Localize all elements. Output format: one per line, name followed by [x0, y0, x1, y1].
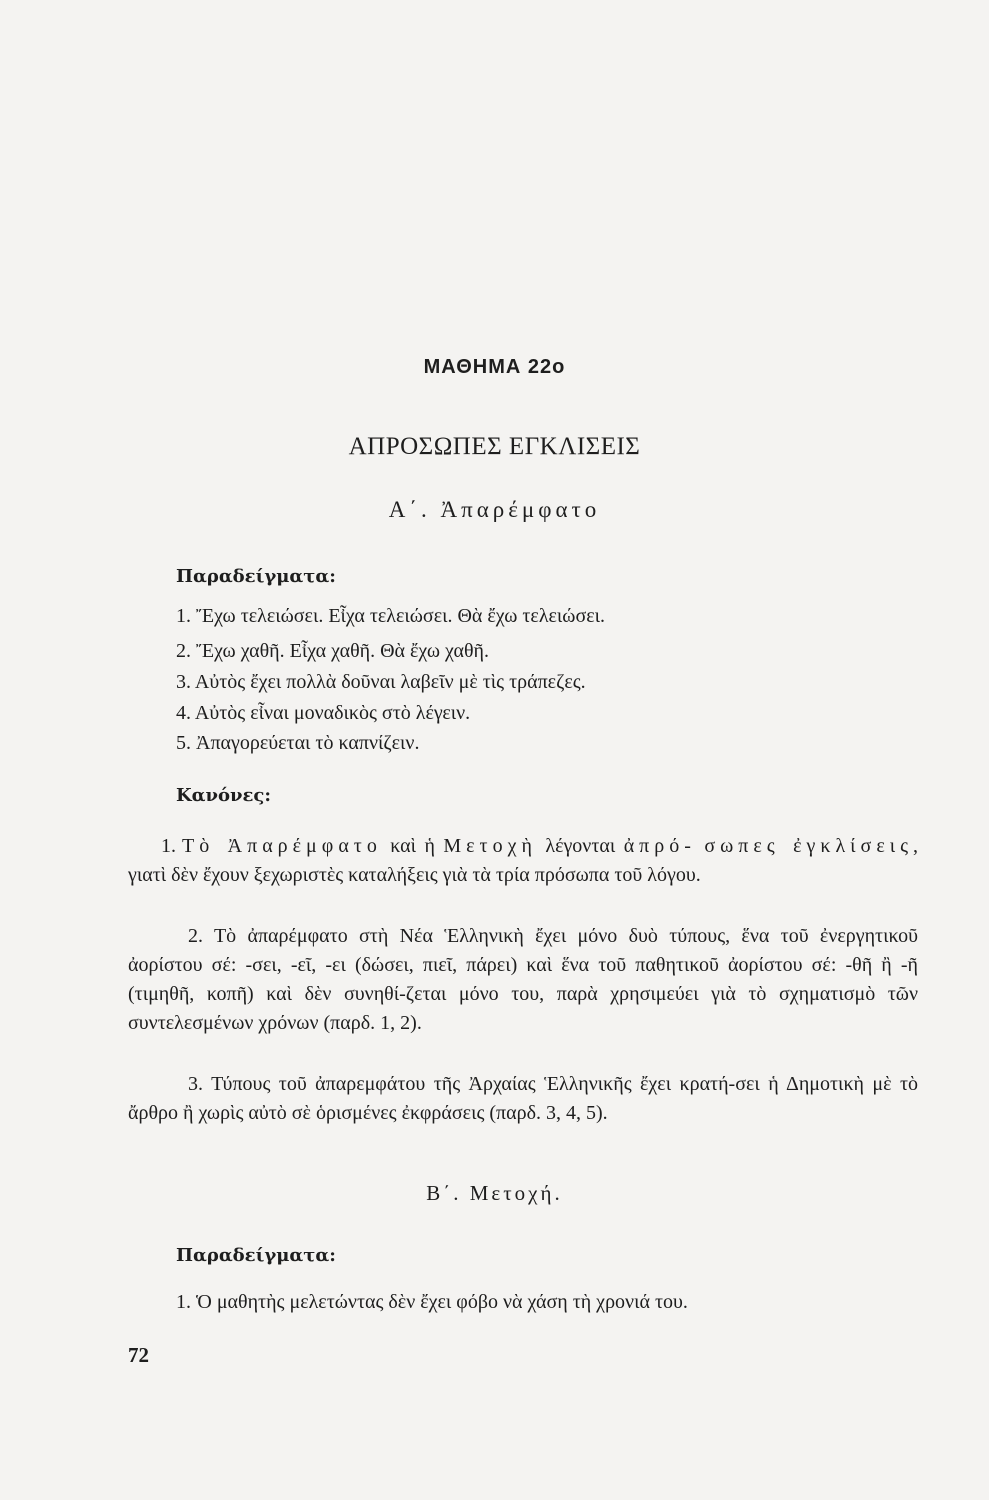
- rule-number: 1.: [161, 835, 176, 857]
- rule-1: [128, 832, 918, 890]
- section-title: ΑΠΡΟΣΩΠΕΣ ΕΓΚΛΙΣΕΙΣ: [348, 433, 641, 460]
- term-aprosopes-b: σωπες ἐγκλίσεις: [704, 835, 914, 857]
- part-b-title: Β΄. Μετοχή.: [426, 1181, 563, 1205]
- rule-text: καὶ ἡ: [390, 835, 435, 857]
- examples-label: Παραδείγματα:: [176, 566, 336, 587]
- example-item: 3. Αὐτὸς ἔχει πολλὰ δοῦναι λαβεῖν μὲ τὶς τράπεζες.: [176, 671, 586, 693]
- rule-3-text: 3. Τύπους τοῦ ἀπαρεμφάτου τῆς Ἀρχαίας Ἑλληνικῆς ἔχει κρατή-σει ἡ Δημοτικὴ μὲ τὸ ἄρθρο ἢ χωρὶς αὐτὸ σὲ ὁρισμένες ἐκφράσεις (παρδ. 3, 4, 5).: [128, 1073, 918, 1124]
- term-aprosopes-a: ἀπρό-: [623, 835, 696, 857]
- term-metochi: Μετοχὴ: [443, 835, 537, 857]
- lesson-title: ΜΑΘΗΜΑ 22ο: [423, 356, 566, 378]
- example-item: 5. Ἀπαγορεύεται τὸ καπνίζειν.: [176, 732, 420, 754]
- rule-3: [128, 1070, 918, 1128]
- rule-2-text: 2. Τὸ ἀπαρέμφατο στὴ Νέα Ἑλληνικὴ ἔχει μόνο δυὸ τύπους, ἕνα τοῦ ἐνεργητικοῦ ἀορίστου σέ: -σει, -εῖ, -ει (δώσει, πιεῖ, πάρει) καὶ ἕνα τοῦ παθητικοῦ ἀορίστου σέ: -θῆ ἢ -ῆ (τιμηθῆ, κοπῆ) καὶ δὲν συνηθί-ζεται μόνο του, παρὰ χρησιμεύει γιὰ τὸ σχηματισμὸ τῶν συντελεσμένων χρόνων (παρδ. 1, 2).: [128, 925, 918, 1034]
- example-item: 4. Αὐτὸς εἶναι μοναδικὸς στὸ λέγειν.: [176, 702, 471, 724]
- example-item: 2. Ἔχω χαθῆ. Εἶχα χαθῆ. Θὰ ἔχω χαθῆ.: [176, 640, 489, 662]
- examples-label-b: Παραδείγματα:: [176, 1245, 336, 1266]
- term-aparemfato: Τὸ Ἀπαρέμφατο: [182, 835, 382, 857]
- rules-label: Κανόνες:: [176, 785, 272, 806]
- page-number: 72: [128, 1343, 149, 1367]
- rule-2: [128, 922, 918, 1038]
- rule-text: , γιατὶ δὲν ἔχουν ξεχωριστὲς καταλήξεις γιὰ τὰ τρία πρόσωπα τοῦ λόγου.: [128, 835, 919, 886]
- rule-text: λέγονται: [545, 835, 616, 857]
- part-a-title: Α΄. Ἀπαρέμφατο: [388, 497, 601, 522]
- example-item: 1. Ἔχω τελειώσει. Εἶχα τελειώσει. Θὰ ἔχω τελειώσει.: [176, 605, 606, 627]
- example-item: 1. Ὁ μαθητὴς μελετώντας δὲν ἔχει φόβο νὰ χάση τὴ χρονιά του.: [176, 1291, 688, 1313]
